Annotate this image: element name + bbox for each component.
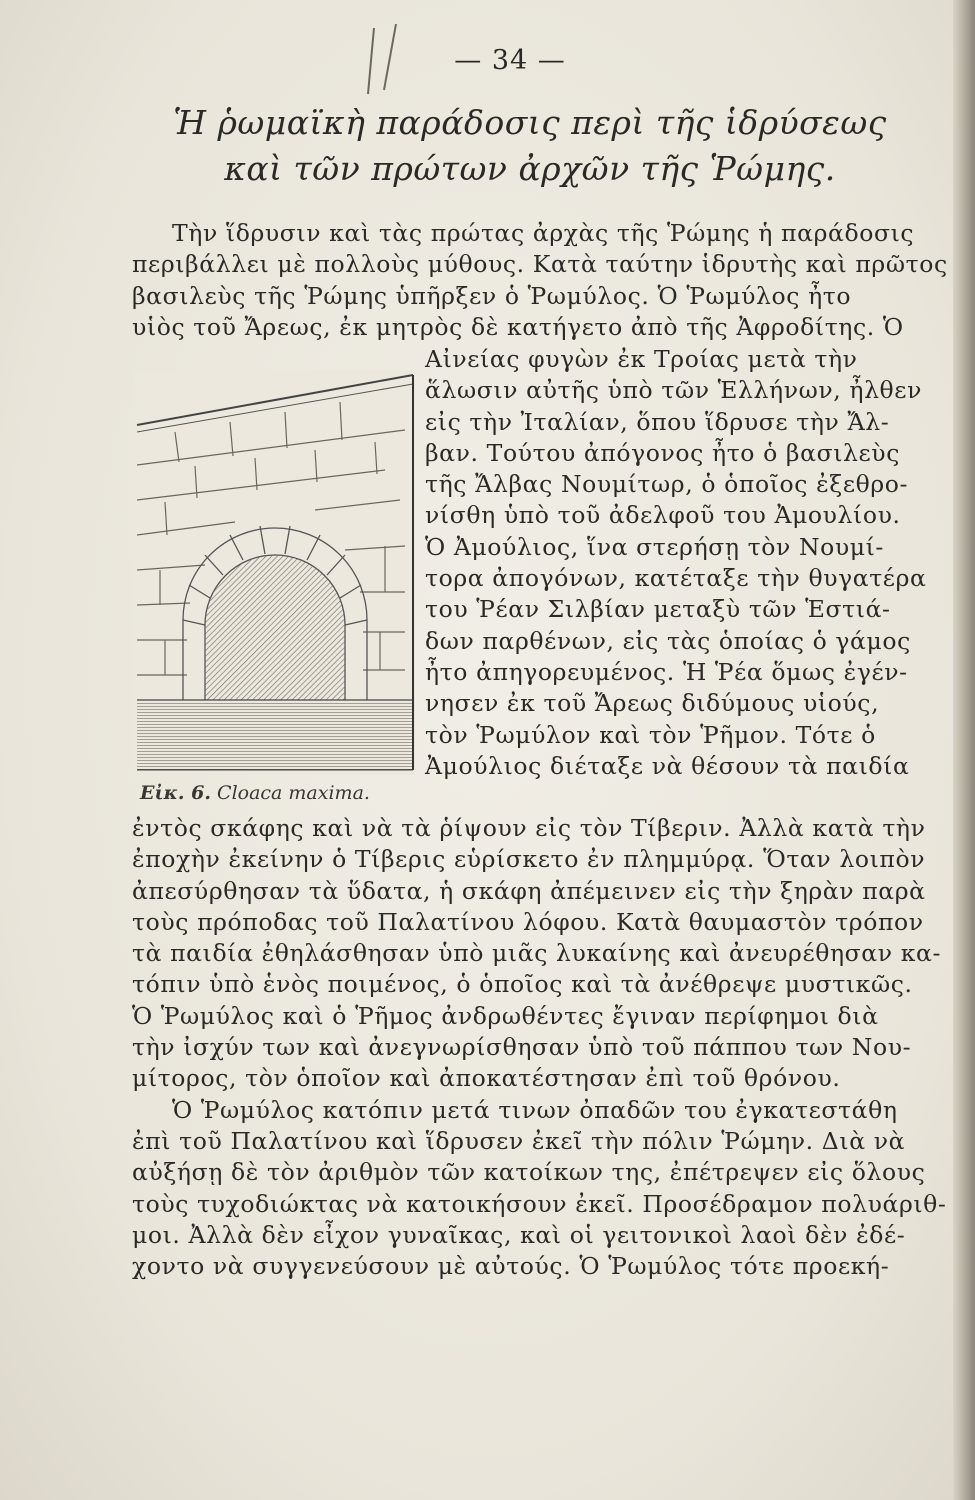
text-line: Ἀμούλιος διέταξε νὰ θέσουν τὰ παιδία <box>425 751 910 780</box>
page-number: — 34 — <box>454 45 566 76</box>
text-line: βασιλεὺς τῆς Ῥώμης ὑπῆρξεν ὁ Ῥωμύλος. Ὁ Ῥωμύλος ἦτο <box>132 281 852 310</box>
paragraph-beside-figure <box>425 344 927 782</box>
text-line: ἐποχὴν ἐκείνην ὁ Τίβερις εὑρίσκετο ἐν πλημμύρᾳ. Ὅταν λοιπὸν <box>132 845 926 874</box>
text-line: του Ῥέαν Σιλβίαν μεταξὺ τῶν Ἑστιά- <box>425 595 891 624</box>
page-edge <box>953 0 975 1500</box>
text-line: Αἰνείας φυγὼν ἐκ Τροίας μετὰ τὴν <box>425 345 858 373</box>
text-line: Ὁ Ἀμούλιος, ἵνα στερήσῃ τὸν Νουμί- <box>425 532 884 561</box>
handwritten-mark-icon <box>352 20 412 100</box>
section-title <box>140 100 920 192</box>
figure-caption-number: Εἰκ. 6. <box>140 782 211 804</box>
text-line: ἅλωσιν αὐτῆς ὑπὸ τῶν Ἑλλήνων, ἦλθεν <box>425 376 922 405</box>
text-line: αὐξήσῃ δὲ τὸν ἀριθμὸν τῶν κατοίκων της, ἐπέτρεψεν εἰς ὅλους <box>132 1158 926 1187</box>
cloaca-maxima-illustration <box>135 370 415 775</box>
text-line: ἐπὶ τοῦ Παλατίνου καὶ ἵδρυσεν ἐκεῖ τὴν πόλιν Ῥώμην. Διὰ νὰ <box>132 1126 906 1155</box>
text-line: εἰς τὴν Ἰταλίαν, ὅπου ἵδρυσε τὴν Ἄλ- <box>425 407 890 436</box>
text-line: Τὴν ἵδρυσιν καὶ τὰς πρώτας ἀρχὰς τῆς Ῥώμης ἡ παράδοσις <box>172 219 915 247</box>
text-line: τοὺς πρόποδας τοῦ Παλατίνου λόφου. Κατὰ θαυμαστὸν τρόπον <box>132 907 924 936</box>
text-line: τὸν Ῥωμύλον καὶ τὸν Ῥῆμον. Τότε ὁ <box>425 720 876 749</box>
text-line: δων παρθένων, εἰς τὰς ὁποίας ὁ γάμος <box>425 626 911 655</box>
text-line: τὰ παιδία ἐθηλάσθησαν ὑπὸ μιᾶς λυκαίνης καὶ ἀνευρέθησαν κα- <box>132 939 942 968</box>
text-line: μοι. Ἀλλὰ δὲν εἶχον γυναῖκας, καὶ οἱ γειτονικοὶ λαοὶ δὲν ἐδέ- <box>132 1220 906 1249</box>
text-line: τοὺς τυχοδιώκτας νὰ κατοικήσουν ἐκεῖ. Προσέδραμον πολυάριθ- <box>132 1189 947 1218</box>
text-line: τορα ἀπογόνων, κατέταξε τὴν θυγατέρα <box>425 564 927 593</box>
text-line: περιβάλλει μὲ πολλοὺς μύθους. Κατὰ ταύτην ἱδρυτὴς καὶ πρῶτος <box>132 250 948 279</box>
text-line: χοντο νὰ συγγενεύσουν μὲ αὐτούς. Ὁ Ῥωμύλος τότε προεκή- <box>132 1252 890 1281</box>
text-line: νησεν ἐκ τοῦ Ἄρεως διδύμους υἱούς, <box>425 689 880 718</box>
text-line: τῆς Ἄλβας Νουμίτωρ, ὁ ὁποῖος ἐξεθρο- <box>425 470 909 499</box>
text-line: τὴν ἰσχύν των καὶ ἀνεγνωρίσθησαν ὑπὸ τοῦ πάππου των Νου- <box>132 1033 912 1062</box>
text-line: ἦτο ἀπηγορευμένος. Ἡ Ῥέα ὅμως ἐγέν- <box>425 657 908 686</box>
text-line: Ὁ Ῥωμύλος κατόπιν μετά τινων ὀπαδῶν του ἐγκατεστάθη <box>172 1095 898 1124</box>
section-title-line: καὶ τῶν πρώτων ἀρχῶν τῆς Ῥώμης. <box>224 149 836 188</box>
text-line: νίσθη ὑπὸ τοῦ ἀδελφοῦ του Ἀμουλίου. <box>425 501 901 530</box>
paragraph-bottom <box>132 813 947 1282</box>
text-line: μίτορος, τὸν ὁποῖον καὶ ἀποκατέστησαν ἐπὶ τοῦ θρόνου. <box>132 1064 841 1093</box>
text-line: υἱὸς τοῦ Ἄρεως, ἐκ μητρὸς δὲ κατήγετο ἀπὸ τῆς Ἀφροδίτης. Ὁ <box>132 312 904 341</box>
text-line: βαν. Τούτου ἀπόγονος ἦτο ὁ βασιλεὺς <box>425 438 900 467</box>
text-line: τόπιν ὑπὸ ἑνὸς ποιμένος, ὁ ὁποῖος καὶ τὰ ἀνέθρεψε μυστικῶς. <box>132 970 913 999</box>
text-line: ἐντὸς σκάφης καὶ νὰ τὰ ῥίψουν εἰς τὸν Τίβεριν. Ἀλλὰ κατὰ τὴν <box>132 814 926 842</box>
section-title-line: Ἡ ῥωμαϊκὴ παράδοσις περὶ τῆς ἱδρύσεως <box>173 103 887 142</box>
paragraph-top <box>132 218 948 343</box>
figure-caption-text: Cloaca maxima. <box>217 782 370 804</box>
text-line: Ὁ Ῥωμύλος καὶ ὁ Ῥῆμος ἀνδρωθέντες ἔγιναν περίφημοι διὰ <box>132 1001 879 1030</box>
text-line: ἀπεσύρθησαν τὰ ὕδατα, ἡ σκάφη ἀπέμεινεν εἰς τὴν ξηρὰν παρὰ <box>132 876 926 905</box>
figure-caption <box>140 782 420 804</box>
